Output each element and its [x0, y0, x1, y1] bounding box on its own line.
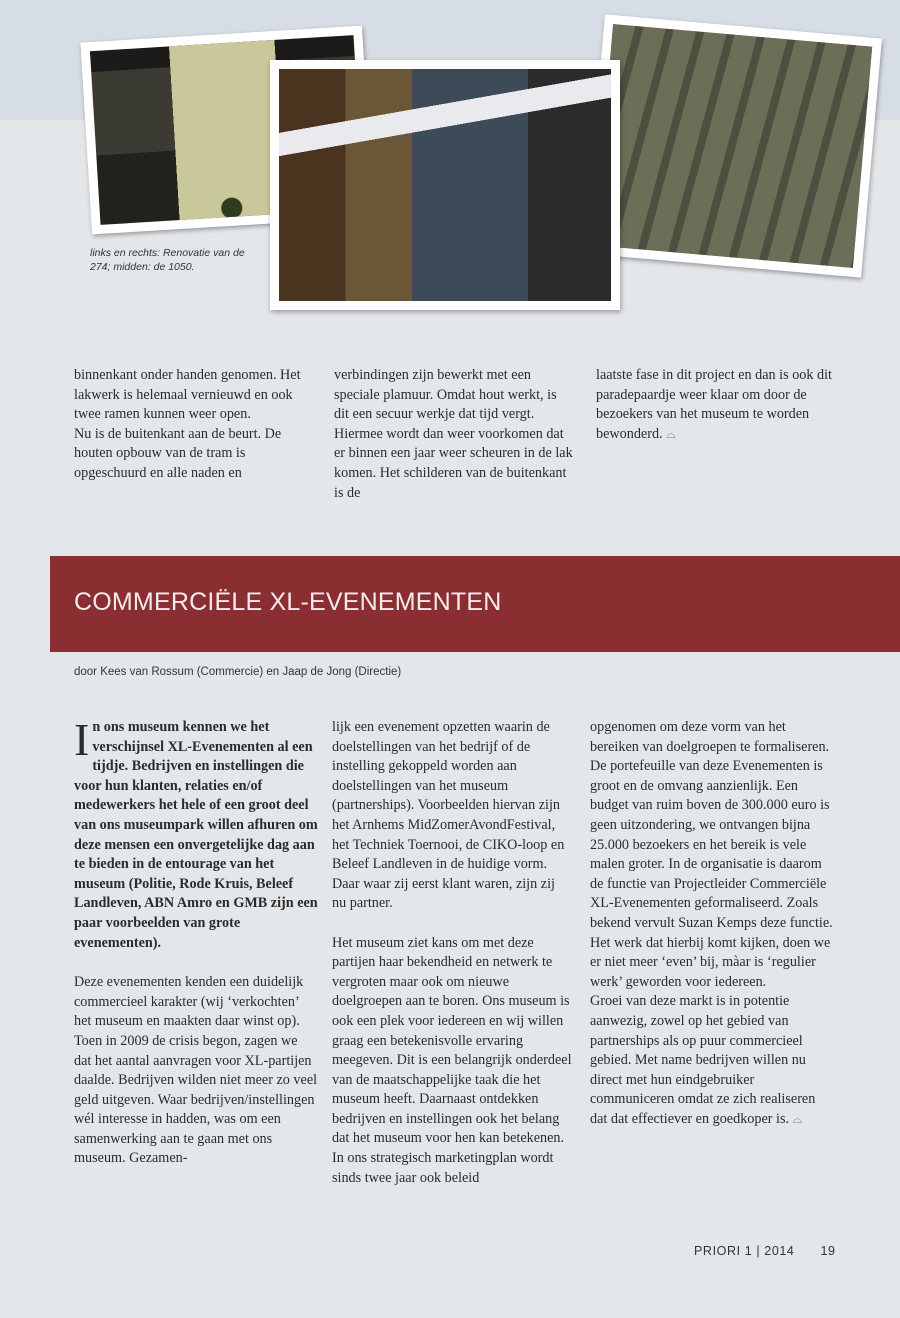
top-column-1 — [74, 366, 314, 484]
article-column-2 — [332, 718, 572, 1188]
article-column-3 — [590, 718, 834, 1129]
col2-p2: Het museum ziet kans om met deze partijen haar bekendheid en netwerk te vergroten maar ook om nieuwe doelgroepen aan te boren. Ons museum is ook een plek voor iedereen en wij willen graag een betekenisvolle ervaring meegeven. Dit is een belangrijk onderdeel van de maatschappelijke taak die het museum heeft. Daarnaast ontdekken bedrijven en instellingen ook het belang dat het museum voor hen kan betekenen. — [332, 934, 572, 1147]
col2-p1: lijk een evenement opzetten waarin de doelstellingen van het bedrijf of de instelling gekoppeld worden aan doelstellingen van het museum (partnerships). Voorbeelden hiervan zijn het Arnhems MidZomerAvondFestival, het Techniek Toernooi, de CIKO-loop en Beleef Landleven in de huidige vorm. Daar waar zij eerst klant waren, zijn zij nu partner. — [332, 719, 565, 912]
top-col1-p1: binnenkant onder handen genomen. Het lakwerk is helemaal vernieuwd en ook twee ramen kunnen weer open. — [74, 367, 301, 423]
page-number: 19 — [820, 1244, 836, 1258]
article-byline: door Kees van Rossum (Commercie) en Jaap de Jong (Directie) — [74, 666, 402, 678]
top-col1-p2: Nu is de buitenkant aan de beurt. De houten opbouw van de tram is opgeschuurd en alle naden en — [74, 425, 282, 481]
article-column-1 — [74, 714, 318, 1169]
tram-1050-photo — [270, 60, 620, 310]
top-col3-p1 — [596, 366, 836, 444]
article-lead — [74, 714, 318, 953]
col3-p1: opgenomen om deze vorm van het bereiken van doelgroepen te formaliseren. De portefeuille van deze Evenementen is groot en de omvang aanzienlijk. Een budget van ruim boven de 300.000 euro is geen uitzondering, we ontvangen bijna 25.000 bezoekers en het bereik is vele malen groter. In de organisatie is daarom de functie van Projectleider Commerciële XL-Evenementen geformaliseerd. Zoals bekend vervult Suzan Kemps deze functie. Het werk dat hierbij komt kijken, doen we er niet meer ‘even’ bij, màar is ‘regulier werk’ geworden voor iedereen. — [590, 719, 833, 990]
page-footer — [694, 1244, 836, 1258]
publication-name: PRIORI 1 | 2014 — [694, 1244, 795, 1258]
lead-text: n ons museum kennen we het verschijnsel XL-Evenementen al een tijdje. Bedrijven en instellingen die voor hun klanten, relaties en/of medewerkers het hele of een groot deel van ons museumpark willen afhuren om deze mensen een onvergetelijke dag aan te bieden in de entourage van het museum (Politie, Rode Kruis, Beleef Landleven, ABN Amro en GMB zijn een paar voorbeelden van grote evenementen). — [74, 719, 318, 951]
photo-caption: links en rechts: Renovatie van de 274; midden: de 1050. — [90, 247, 245, 273]
top-col2-p1: verbindingen zijn bewerkt met een speciale plamuur. Omdat hout werkt, is dit een secuur werkje dat tijd vergt. Hiermee wordt dan weer voorkomen dat er binnen een jaar weer scheuren in de lak komen. Het schilderen van de buitenkant is de — [334, 367, 573, 501]
article-title: COMMERCIËLE XL-EVENEMENTEN — [74, 588, 502, 616]
top-column-2 — [334, 366, 574, 503]
col3-p2-text: Groei van deze markt is in potentie aanwezig, zowel op het gebied van partnerships als op puur commercieel gebied. Met name bedrijven willen nu direct met hun eindgebruiker communiceren omdat ze zich realiseren dat dat effectiever en goedkoper is. — [590, 993, 816, 1127]
tram-end-icon: ⌓ — [666, 426, 676, 441]
col3-p2 — [590, 992, 834, 1129]
col1-body: Deze evenementen kenden een duidelijk commercieel karakter (wij ‘verkochten’ het museum en maakten daar winst op). Toen in 2009 de crisis begon, zagen we dat het aantal aanvragen voor XL-partijen daalde. Bedrijven wilden niet meer zo veel geld uitgeven. Waar bedrijven/instellingen wél interesse in hadden, was om een samenwerking aan te gaan met ons museum. Gezamen- — [74, 974, 318, 1167]
article-banner — [50, 556, 900, 652]
top-column-3 — [596, 366, 836, 444]
tram-interior-photo — [584, 14, 882, 277]
top-col3-text: laatste fase in dit project en dan is ook dit paradepaardje weer klaar om door de bezoekers van het museum te worden bewonderd. — [596, 367, 832, 442]
drop-cap: I — [74, 714, 90, 765]
tram-end-icon: ⌓ — [792, 1111, 803, 1126]
col2-p3: In ons strategisch marketingplan wordt sinds twee jaar ook beleid — [332, 1150, 554, 1186]
